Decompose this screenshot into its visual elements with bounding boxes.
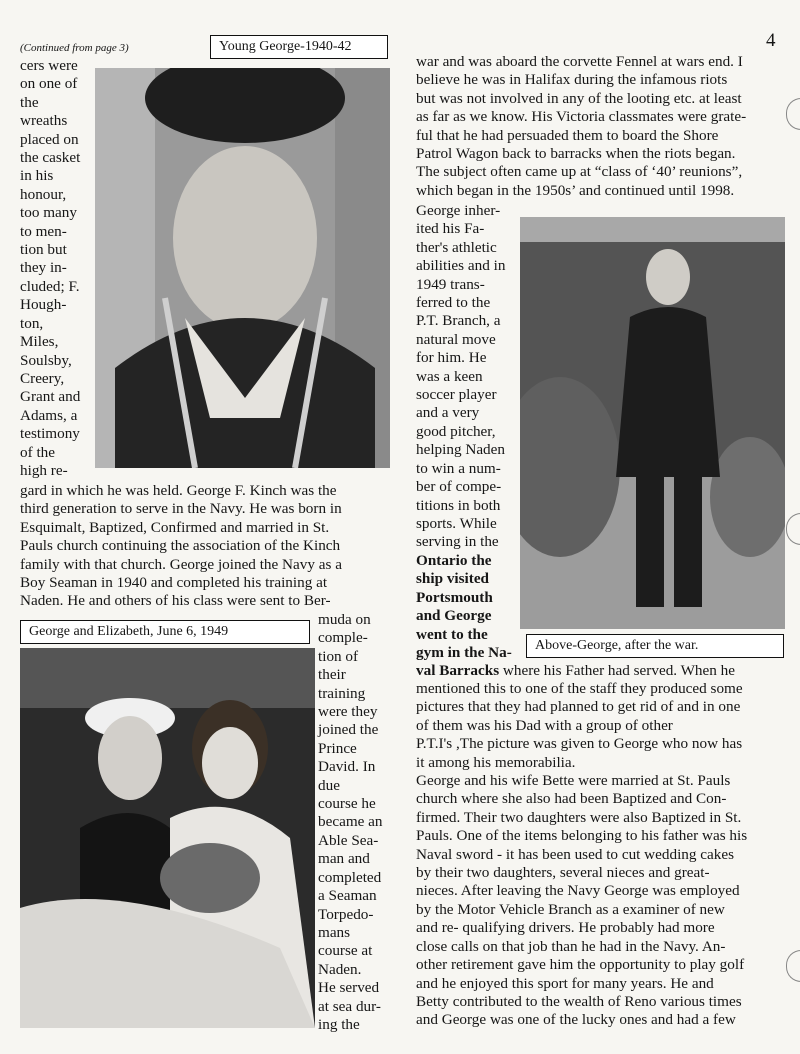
continued-note: (Continued from page 3) (20, 42, 129, 54)
col1-side-text: muda on comple- tion of their training were they joined the Prince David. In due course he became an Able Sea- man and completed a Seaman Torpedo- mans course at Naden. He served at sea dur- ing the (318, 611, 383, 1033)
col2-bottom-text: mentioned this to one of the staff they produced some pictures that they had planned to get rid of and in one of them was his Dad with a group of other P.T.I's ,The picture was given to George who now has it among his memorabilia. George and his wife Bette were married at St. Pauls church where she also had been Baptized and Con- firmed. Their two daughters were also Baptized in St. Pauls. One of the items belonging to his father was his Naval sword - it has been used to cut wedding cakes by their two daughters, several nieces and great- nieces. After leaving the Navy George was employed by the Motor Vehicle Branch as a examiner of new and re- qualifying drivers. He probably had more close calls on that job than he had in the Navy. An- other retirement gave him the opportunity to play golf and he enjoyed this sport for many years. He and Betty contributed to the wealth of Reno various times and George was one of the lucky ones and had a few (416, 680, 748, 1029)
caption-young-george: Young George-1940-42 (210, 35, 388, 59)
col1-wide-text: gard in which he was held. George F. Kinch was the third generation to serve in the Navy. He was born in Esquimalt, Baptized, Confirmed and married in St. Pauls church continuing the association of the Kinch family with that church. George joined the Navy as a Boy Seaman in 1940 and completed his training at Naden. He and others of his class were sent to Ber- (20, 482, 342, 610)
binder-hole-top (786, 98, 800, 130)
caption-after-war: Above-George, after the war. (526, 634, 784, 658)
col2-mixed-line (416, 662, 788, 680)
wedding-image (20, 648, 315, 1028)
young-george-image (95, 68, 390, 468)
binder-hole-middle (786, 513, 800, 545)
after-war-image (520, 217, 785, 629)
col2-top-text: war and was aboard the corvette Fennel at wars end. I believe he was in Halifax during the infamous riots but was not involved in any of the looting etc. at least as far as we know. His Victoria classmates were grate- ful that he had persuaded them to board the Shore Patrol Wagon back to barracks when the riots began. The subject often came up at “class of ‘40’ reunions”, which began in the 1950s’ and continued until 1998. (416, 53, 747, 199)
binder-hole-bottom (786, 950, 800, 982)
caption-wedding: George and Elizabeth, June 6, 1949 (20, 620, 310, 644)
col1-narrow-text: cers were on one of the wreaths placed on the casket in his honour, too many to men- tion but they in- cluded; F. Hough- ton, Miles, Soulsby, Creery, Grant and Adams, a testimony of the high re- (20, 57, 81, 479)
col2-after-bold: where his Father had served. When he (499, 662, 735, 679)
page-number: 4 (766, 30, 776, 51)
col2-bold-text: Ontario the ship visited Portsmouth and George went to the gym in the Na- (416, 552, 512, 662)
col2-narrow-text: George inher- ited his Fa- ther's athletic abilities and in 1949 trans- ferred to the P.T. Branch, a natural move for him. He was a keen soccer player and a very good pitcher, helping Naden to win a num- ber of compe- titions in both sports. While serving in the (416, 202, 506, 551)
young-george-photo (95, 68, 390, 468)
wedding-photo (20, 648, 315, 1028)
col2-bold-cont: val Barracks (416, 662, 500, 679)
after-war-photo (520, 217, 785, 629)
